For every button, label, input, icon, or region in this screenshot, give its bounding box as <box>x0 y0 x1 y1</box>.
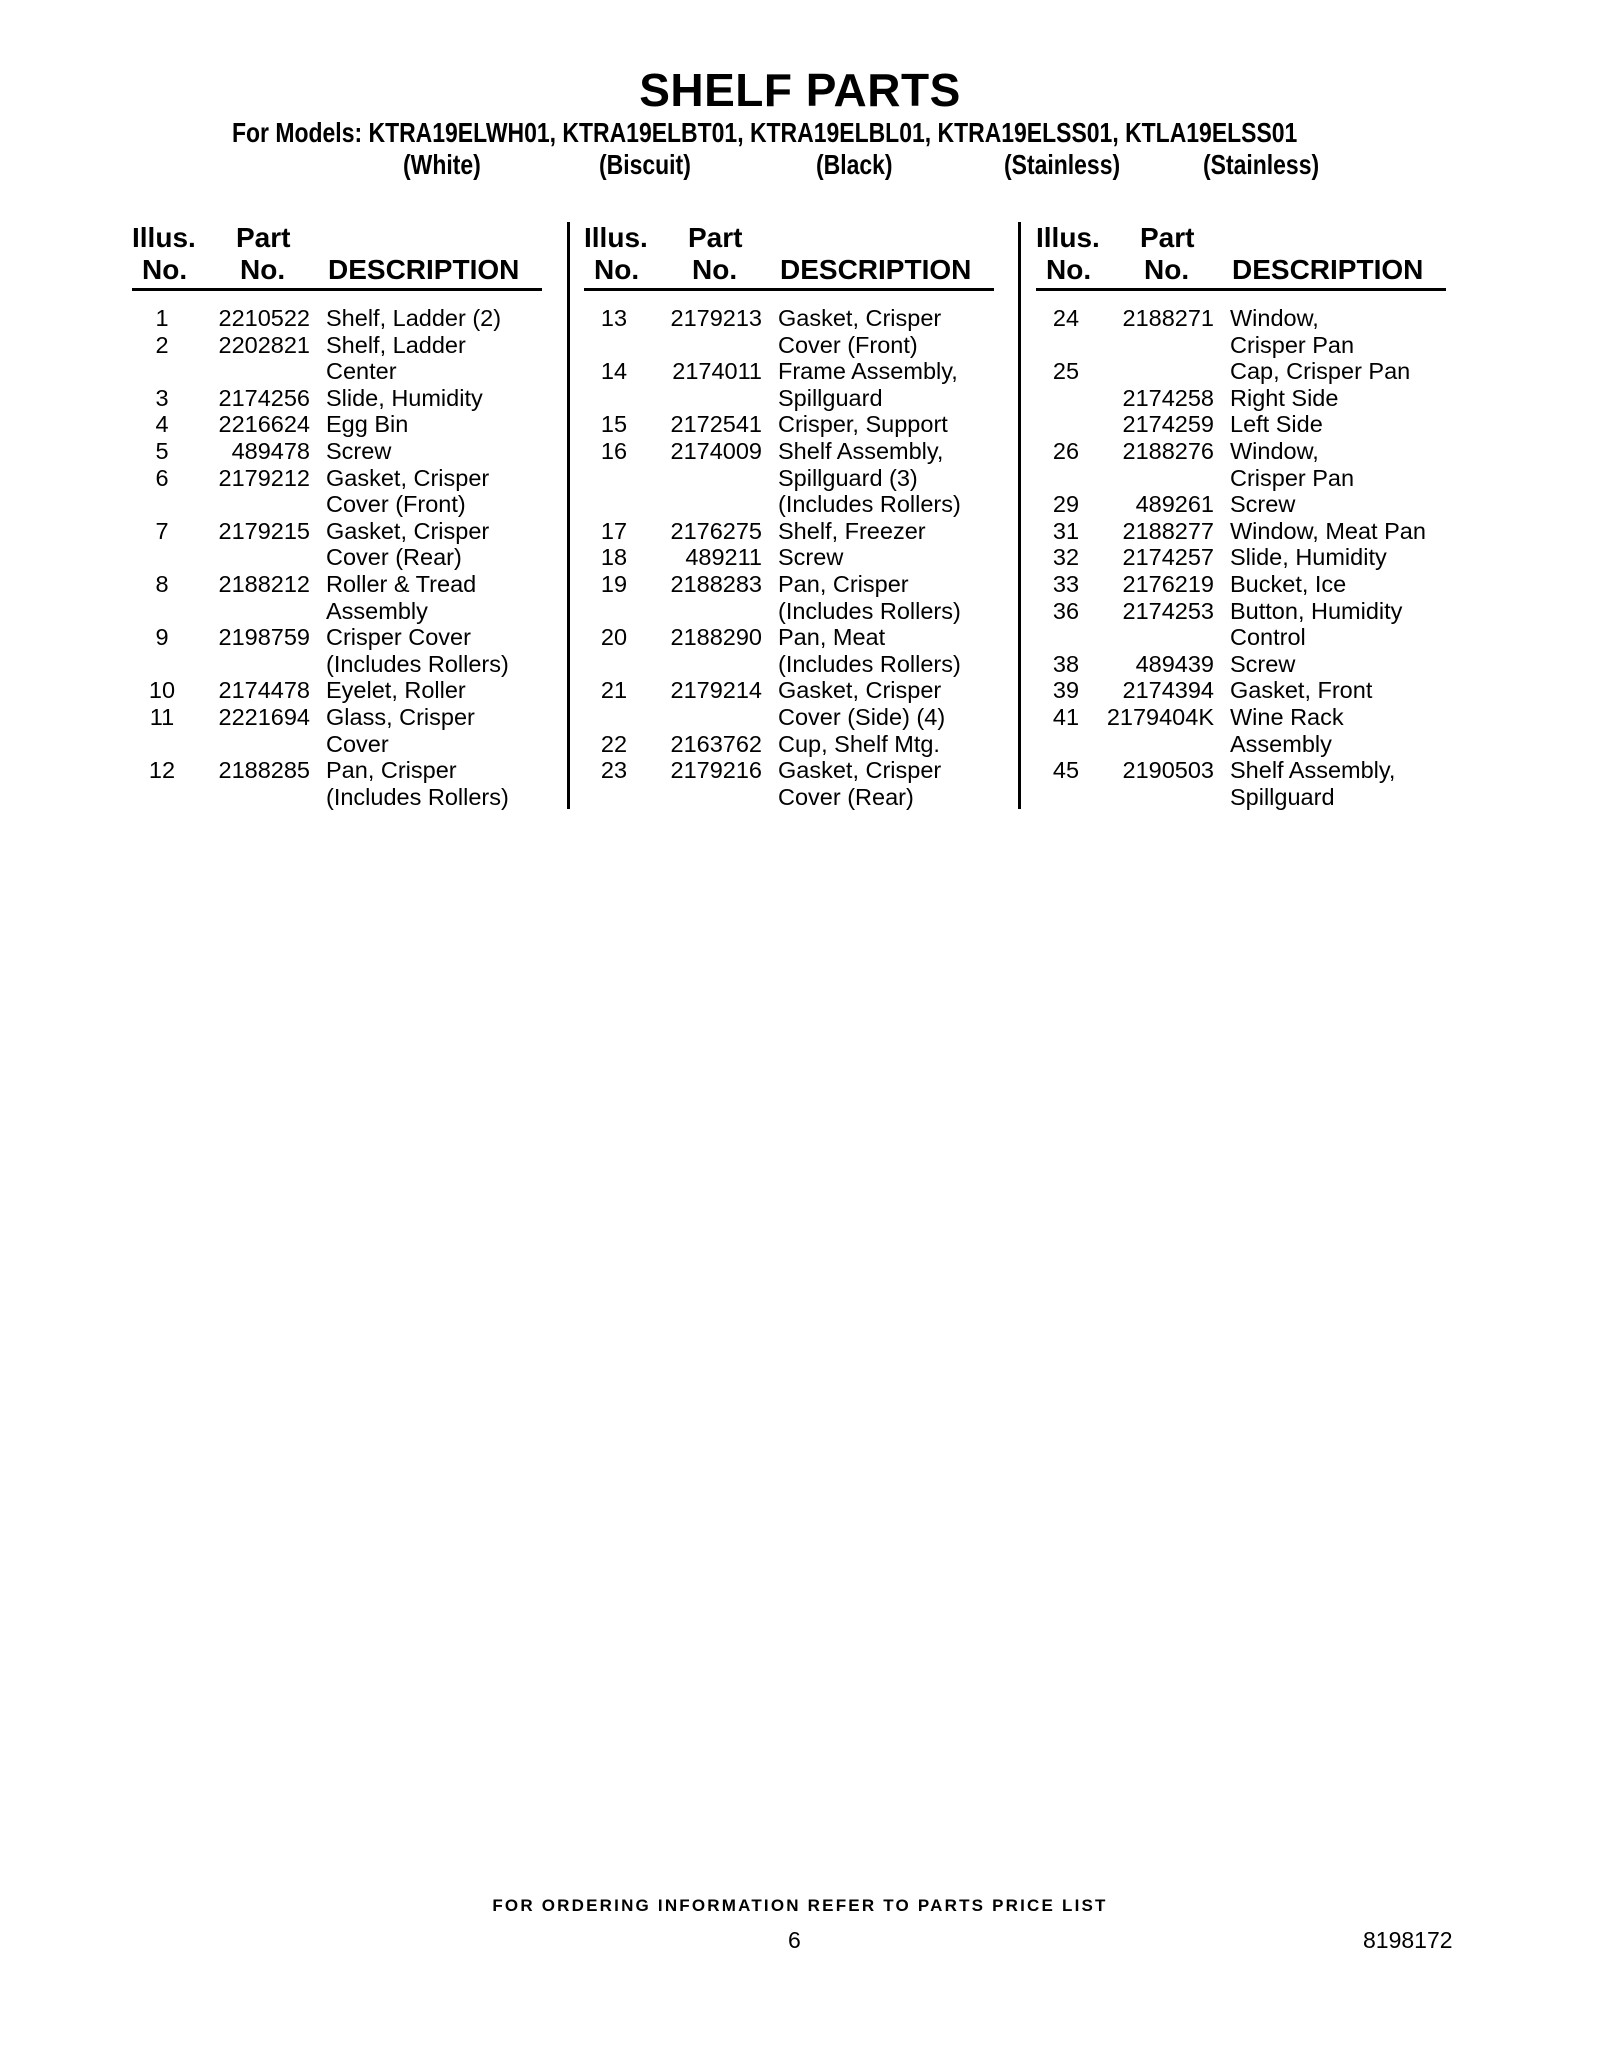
illus-number: 31 <box>1052 517 1080 544</box>
part-description: Gasket, Crisper Cover (Front) <box>778 305 942 358</box>
parts-row <box>1036 651 1446 678</box>
illus-number: 9 <box>155 624 169 651</box>
parts-list <box>584 305 994 810</box>
part-number: 489211 <box>685 544 762 571</box>
parts-row <box>584 518 994 545</box>
part-number: 2179213 <box>670 305 762 331</box>
illus-number: 18 <box>600 544 628 571</box>
part-description: Gasket, Crisper Cover (Front) <box>326 464 490 518</box>
part-description: Pan, Meat (Includes Rollers) <box>778 624 961 677</box>
part-number: 2188212 <box>218 570 310 597</box>
parts-row <box>1036 571 1446 598</box>
page-title: SHELF PARTS <box>639 64 961 116</box>
illus-number: 16 <box>600 437 628 464</box>
part-description: Crisper, Support <box>778 411 948 438</box>
illus-number: 4 <box>155 411 169 438</box>
parts-row <box>1036 358 1446 385</box>
illus-number: 7 <box>155 517 169 544</box>
parts-list <box>132 305 542 810</box>
parts-column-2 <box>584 222 994 810</box>
part-number: 2190503 <box>1122 757 1214 784</box>
illus-number: 8 <box>155 570 169 597</box>
part-number: 2202821 <box>218 331 310 358</box>
color-label: (Biscuit) <box>599 149 691 180</box>
parts-row <box>132 757 542 810</box>
color-label: (Stainless) <box>1004 149 1121 180</box>
part-description: Window, Crisper Pan <box>1230 437 1355 491</box>
illus-number: 6 <box>155 464 169 491</box>
header-description: DESCRIPTION <box>328 254 520 285</box>
parts-row <box>584 544 994 571</box>
parts-row <box>1036 491 1446 518</box>
part-description: Slide, Humidity <box>1230 544 1387 571</box>
illus-number: 38 <box>1052 650 1080 677</box>
illus-number: 24 <box>1052 305 1080 331</box>
parts-row <box>1036 305 1446 358</box>
part-number: 2174256 <box>218 384 310 411</box>
part-description: Roller & Tread Assembly <box>326 570 477 624</box>
column-divider <box>567 222 570 809</box>
parts-row <box>132 704 542 757</box>
parts-row <box>132 332 542 385</box>
parts-row <box>132 571 542 624</box>
part-number: 2188277 <box>1122 517 1214 544</box>
parts-column-3 <box>1036 222 1446 810</box>
parts-row <box>1036 411 1446 438</box>
header-part-no: No. <box>1144 254 1190 285</box>
parts-row <box>1036 757 1446 810</box>
header-part: Part <box>1140 222 1195 253</box>
illus-number: 3 <box>155 384 169 411</box>
part-description: Cup, Shelf Mtg. <box>778 730 940 757</box>
header-part: Part <box>236 222 291 253</box>
part-description: Glass, Crisper Cover <box>326 703 475 757</box>
part-description: Pan, Crisper (Includes Rollers) <box>326 757 509 810</box>
illus-number: 13 <box>600 305 628 331</box>
color-label: (White) <box>403 149 481 180</box>
part-description: Screw <box>1230 491 1296 518</box>
document-number: 8198172 <box>1363 1927 1453 1953</box>
part-number: 2179212 <box>218 464 310 491</box>
part-description: Screw <box>326 437 392 464</box>
part-number: 2188285 <box>218 757 310 784</box>
illus-number: 45 <box>1052 757 1080 784</box>
part-description: Shelf Assembly, Spillguard <box>1230 757 1396 810</box>
illus-number: 21 <box>600 677 628 704</box>
part-number: 2174257 <box>1122 544 1214 571</box>
header-illus-no: No. <box>594 254 640 285</box>
part-description: Window, Crisper Pan <box>1230 305 1355 358</box>
parts-row <box>1036 438 1446 491</box>
parts-row <box>1036 385 1446 412</box>
illus-number: 15 <box>600 411 628 438</box>
part-description: Window, Meat Pan <box>1230 517 1426 544</box>
header-illus: Illus. <box>1036 222 1100 253</box>
parts-row <box>1036 704 1446 757</box>
header-part: Part <box>688 222 743 253</box>
part-number: 2179214 <box>670 677 762 704</box>
part-number: 2174259 <box>1122 411 1214 438</box>
illus-number: 26 <box>1052 437 1080 464</box>
illus-number: 29 <box>1052 491 1080 518</box>
illus-number: 33 <box>1052 570 1080 597</box>
column-divider <box>1018 222 1021 809</box>
illus-number: 32 <box>1052 544 1080 571</box>
color-label: (Black) <box>816 149 893 180</box>
header-description: DESCRIPTION <box>780 254 972 285</box>
model-colors <box>0 148 1600 182</box>
part-description: Gasket, Crisper Cover (Rear) <box>778 757 942 810</box>
parts-row <box>132 465 542 518</box>
header-illus: Illus. <box>584 222 648 253</box>
part-description: Shelf Assembly, Spillguard (3) (Includes Rollers) <box>778 437 961 518</box>
part-number: 2198759 <box>218 624 310 651</box>
illus-number: 2 <box>155 331 169 358</box>
header-illus-no: No. <box>142 254 188 285</box>
parts-row <box>1036 598 1446 651</box>
part-number: 2216624 <box>218 411 310 438</box>
illus-number: 1 <box>155 305 169 331</box>
part-number: 2172541 <box>670 411 762 438</box>
part-number: 2174011 <box>672 358 762 385</box>
models-line: For Models: KTRA19ELWH01, KTRA19ELBT01, KTRA19ELBL01, KTRA19ELSS01, KTLA19ELSS01 <box>232 117 1298 148</box>
part-description: Shelf, Ladder (2) <box>326 305 502 331</box>
illus-number: 36 <box>1052 597 1080 624</box>
part-number: 2188276 <box>1122 437 1214 464</box>
header-illus: Illus. <box>132 222 196 253</box>
illus-number: 19 <box>600 570 628 597</box>
column-header <box>584 222 994 291</box>
part-description: Slide, Humidity <box>326 384 483 411</box>
illus-number: 14 <box>600 358 628 385</box>
header-part-no: No. <box>240 254 286 285</box>
parts-row <box>132 305 542 332</box>
part-number: 2188290 <box>670 624 762 651</box>
parts-row <box>584 731 994 758</box>
part-number: 2179215 <box>218 517 310 544</box>
part-description: Shelf, Ladder Center <box>326 331 466 385</box>
column-header <box>132 222 542 291</box>
illus-number: 20 <box>600 624 628 651</box>
illus-number: 22 <box>600 730 628 757</box>
illus-number: 10 <box>148 677 176 704</box>
part-description: Left Side <box>1230 411 1323 438</box>
part-number: 2179216 <box>670 757 762 784</box>
part-number: 2163762 <box>670 730 762 757</box>
parts-row <box>132 518 542 571</box>
part-number: 2179404K <box>1106 703 1214 730</box>
part-number: 2176219 <box>1122 570 1214 597</box>
part-description: Screw <box>1230 650 1296 677</box>
header-description: DESCRIPTION <box>1232 254 1424 285</box>
part-number: 489439 <box>1135 650 1214 677</box>
part-number: 2221694 <box>218 703 310 730</box>
part-number: 2188283 <box>670 570 762 597</box>
illus-number: 17 <box>600 517 628 544</box>
illus-number: 5 <box>155 437 169 464</box>
header-illus-no: No. <box>1046 254 1092 285</box>
parts-row <box>132 624 542 677</box>
parts-row <box>584 624 994 677</box>
page-number: 6 <box>788 1927 801 1953</box>
illus-number: 39 <box>1052 677 1080 704</box>
illus-number: 23 <box>600 757 628 784</box>
part-number: 2176275 <box>670 517 762 544</box>
parts-list <box>1036 305 1446 810</box>
color-label: (Stainless) <box>1203 149 1320 180</box>
parts-row <box>584 438 994 518</box>
parts-row <box>132 411 542 438</box>
parts-column-1 <box>132 222 542 810</box>
part-description: Pan, Crisper (Includes Rollers) <box>778 570 961 624</box>
parts-row <box>1036 544 1446 571</box>
part-description: Button, Humidity Control <box>1230 597 1403 651</box>
part-number: 489261 <box>1135 491 1214 518</box>
illus-number: 11 <box>149 703 175 730</box>
part-description: Shelf, Freezer <box>778 517 926 544</box>
part-description: Eyelet, Roller <box>326 677 466 704</box>
part-description: Egg Bin <box>326 411 409 438</box>
column-header <box>1036 222 1446 291</box>
part-number: 2174253 <box>1122 597 1214 624</box>
parts-row <box>584 677 994 730</box>
parts-row <box>132 438 542 465</box>
ordering-note: FOR ORDERING INFORMATION REFER TO PARTS PRICE LIST <box>492 1896 1108 1915</box>
header-part-no: No. <box>692 254 738 285</box>
part-description: Gasket, Front <box>1230 677 1373 704</box>
part-description: Wine Rack Assembly <box>1230 703 1344 757</box>
part-description: Bucket, Ice <box>1230 570 1347 597</box>
illus-number: 12 <box>148 757 176 784</box>
part-description: Gasket, Crisper Cover (Rear) <box>326 517 490 571</box>
illus-number: 25 <box>1052 358 1080 385</box>
part-description: Frame Assembly, Spillguard <box>778 358 958 411</box>
parts-row <box>584 571 994 624</box>
part-description: Crisper Cover (Includes Rollers) <box>326 624 509 677</box>
part-number: 2174478 <box>218 677 310 704</box>
part-description: Screw <box>778 544 844 571</box>
parts-row <box>1036 518 1446 545</box>
part-number: 489478 <box>231 437 310 464</box>
parts-row <box>584 358 994 411</box>
part-number: 2174009 <box>670 437 762 464</box>
parts-row <box>584 305 994 358</box>
part-description: Right Side <box>1230 384 1339 411</box>
part-number: 2210522 <box>218 305 310 331</box>
part-number: 2188271 <box>1122 305 1214 331</box>
illus-number: 41 <box>1052 703 1080 730</box>
part-description: Gasket, Crisper Cover (Side) (4) <box>778 677 946 730</box>
parts-row <box>132 677 542 704</box>
part-number: 2174394 <box>1122 677 1214 704</box>
parts-row <box>584 757 994 810</box>
part-number: 2174258 <box>1122 384 1214 411</box>
parts-row <box>1036 677 1446 704</box>
parts-row <box>132 385 542 412</box>
parts-row <box>584 411 994 438</box>
part-description: Cap, Crisper Pan <box>1230 358 1411 385</box>
